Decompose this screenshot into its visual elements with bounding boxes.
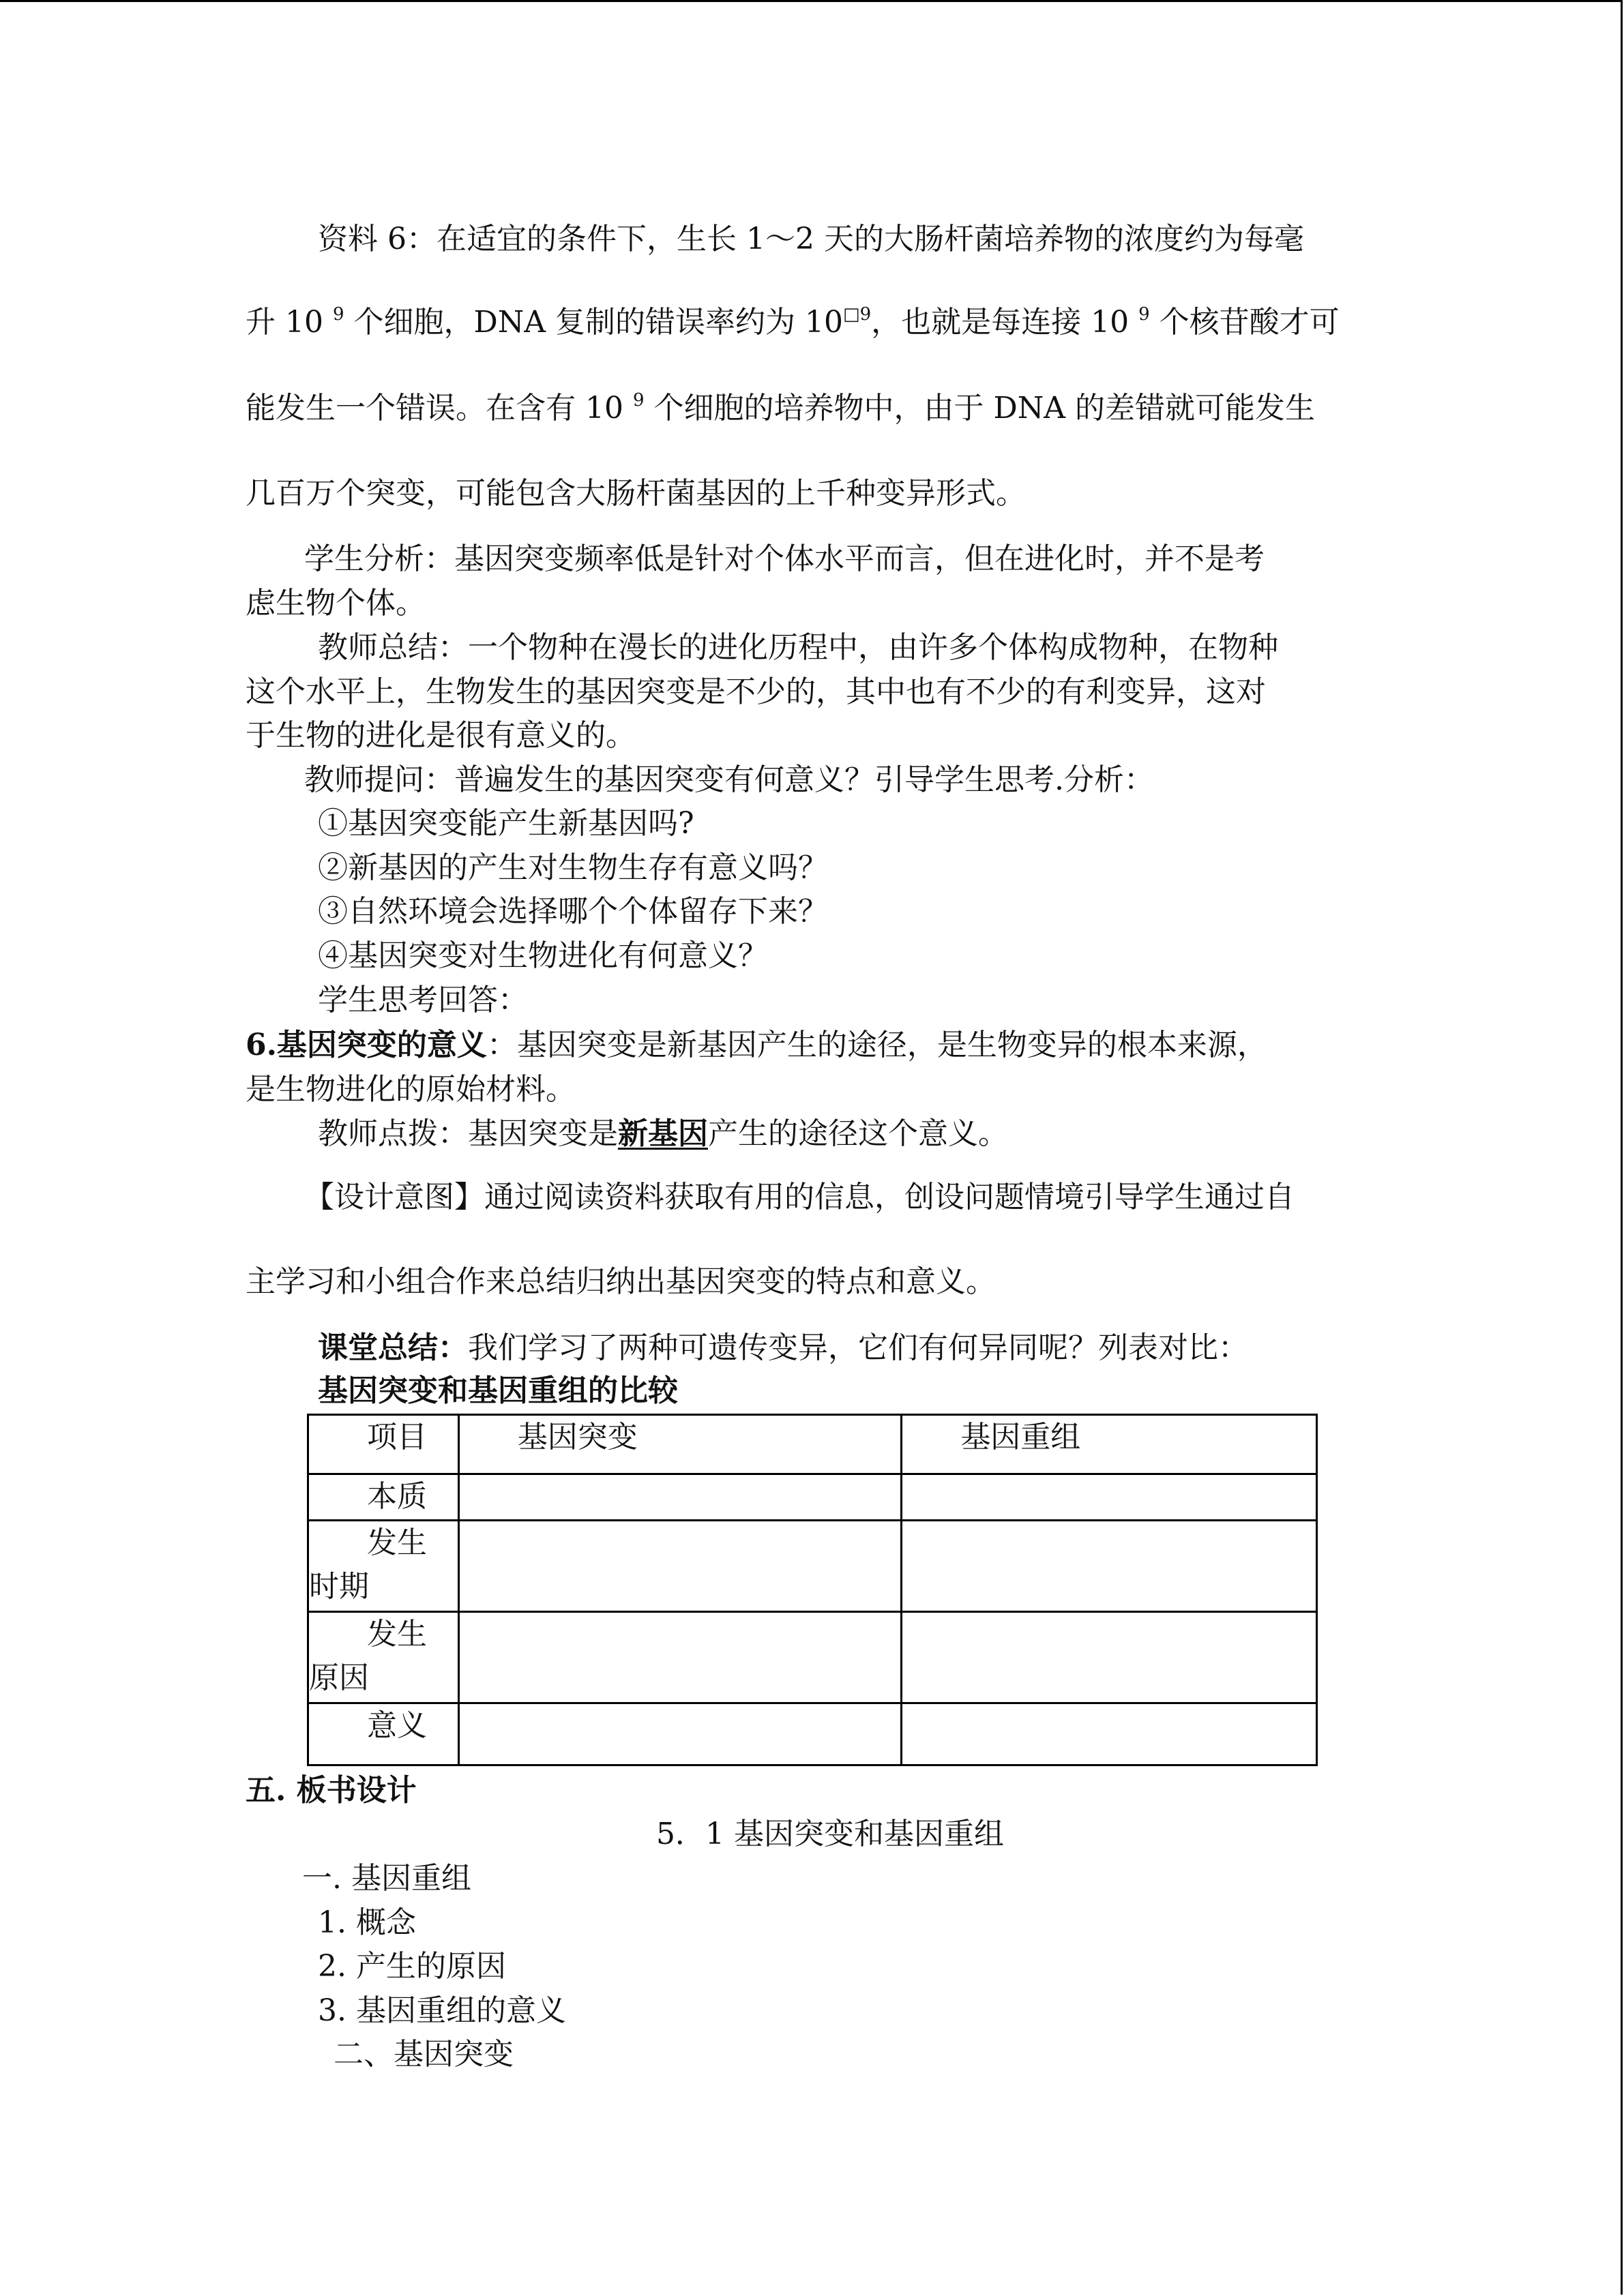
header-item: 项目: [308, 1415, 459, 1474]
table-cell-empty: [902, 1703, 1317, 1765]
table-title: 基因突变和基因重组的比较: [318, 1373, 678, 1408]
question-4: ④基因突变对生物进化有何意义？: [318, 938, 768, 973]
board-title: 5．1 基因突变和基因重组: [656, 1817, 1004, 1851]
design-intent-line-2: 主学习和小组合作来总结归纳出基因突变的特点和意义。: [246, 1264, 996, 1299]
teacher-summary-line-1: 教师总结：一个物种在漫长的进化历程中，由许多个体构成物种，在物种: [318, 630, 1278, 665]
significance-line-2: 是生物进化的原始材料。: [246, 1072, 576, 1107]
board-heading: 五. 板书设计: [246, 1773, 417, 1808]
question-2: ②新基因的产生对生物生存有意义吗？: [318, 850, 828, 885]
table-header-row: [308, 1415, 1317, 1474]
class-summary: 课堂总结：我们学习了两种可遗传变异，它们有何异同呢？列表对比：: [318, 1330, 1248, 1365]
significance-line-1: 6.基因突变的意义：基因突变是新基因产生的途径，是生物变异的根本来源，: [246, 1028, 1267, 1062]
material6-line-1: 资料 6：在适宜的条件下，生长 1～2 天的大肠杆菌培养物的浓度约为每毫: [318, 222, 1304, 256]
student-analysis-line-2: 虑生物个体。: [246, 586, 426, 621]
table-row: 发生 原因: [308, 1612, 1317, 1703]
teacher-question: 教师提问：普遍发生的基因突变有何意义？引导学生思考.分析：: [304, 762, 1154, 797]
header-gene-recombination: 基因重组: [902, 1415, 1317, 1474]
design-intent-line-1: 【设计意图】通过阅读资料获取有用的信息，创设问题情境引导学生通过自: [304, 1180, 1295, 1214]
teacher-hint: 教师点拨：基因突变是新基因产生的途径这个意义。: [318, 1116, 1008, 1151]
table-cell-empty: [458, 1474, 902, 1521]
new-gene-underlined: 新基因: [618, 1116, 708, 1151]
student-analysis-line-1: 学生分析：基因突变频率低是针对个体水平而言，但在进化时，并不是考: [304, 541, 1265, 576]
table-cell-empty: [458, 1612, 902, 1703]
teacher-summary-line-3: 于生物的进化是很有意义的。: [246, 718, 636, 753]
table-cell-empty: [458, 1703, 902, 1765]
question-3: ③自然环境会选择哪个个体留存下来？: [318, 894, 828, 929]
question-1: ①基因突变能产生新基因吗?: [318, 806, 694, 841]
significance-heading: 6.基因突变的意义: [246, 1028, 487, 1062]
material6-line-4: 几百万个突变，可能包含大肠杆菌基因的上千种变异形式。: [246, 476, 1026, 511]
material6-line-2: 升 10 $^9$ 个细胞，DNA 复制的错误率约为 $10^{□9}$，也就是每连接 10 $^9$ 个核苷酸才可: [246, 304, 1340, 340]
material6-line-3: 能发生一个错误。在含有 10 $^9$ 个细胞的培养物中，由于 DNA 的差错就可能发生: [246, 390, 1316, 426]
board-item-4: 3. 基因重组的意义: [318, 1993, 566, 2028]
table-cell-empty: [458, 1521, 902, 1612]
header-gene-mutation: 基因突变: [458, 1415, 902, 1474]
board-item-3: 2. 产生的原因: [318, 1949, 506, 1984]
teacher-summary-line-2: 这个水平上，生物发生的基因突变是不少的，其中也有不少的有利变异，这对: [246, 674, 1266, 709]
table-row: 本质: [308, 1474, 1317, 1521]
table-cell-empty: [902, 1612, 1317, 1703]
table-row: 意义: [308, 1703, 1317, 1765]
student-answer: 学生思考回答：: [318, 983, 528, 1017]
table-cell-empty: [902, 1474, 1317, 1521]
board-item-5: 二、基因突变: [334, 2037, 514, 2072]
comparison-table: [307, 1414, 1318, 1766]
board-item-2: 1. 概念: [318, 1905, 416, 1940]
board-item-1: 一. 基因重组: [302, 1861, 471, 1896]
table-cell-empty: [902, 1521, 1317, 1612]
table-row: 发生 时期: [308, 1521, 1317, 1612]
